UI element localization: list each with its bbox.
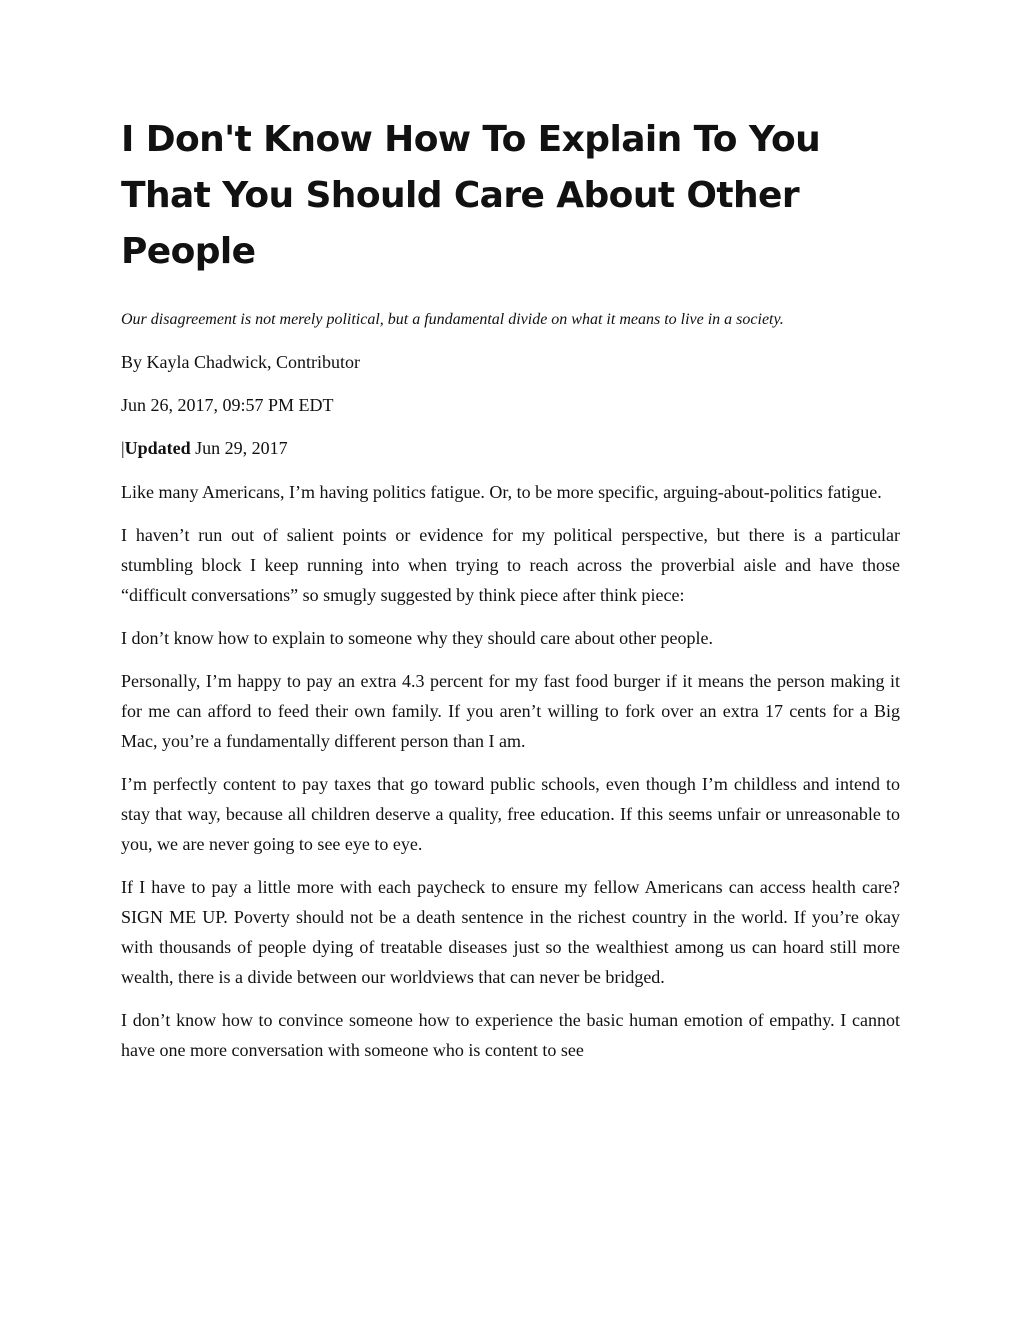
body-paragraph: Personally, I’m happy to pay an extra 4.3 percent for my fast food burger if it means the person making it for me can afford to feed their own family. If you aren’t willing to fork over an extra 17 cents for a Big Mac, you’re a fundamentally different person than I am. — [121, 671, 900, 751]
body-paragraph: I haven’t run out of salient points or evidence for my political perspective, but there is a particular stumbling block I keep running into when trying to reach across the proverbial aisle and have those “difficult conversations” so smugly suggested by think piece after think piece: — [121, 525, 900, 605]
article-byline: By Kayla Chadwick, Contributor — [121, 352, 360, 372]
body-paragraph: Like many Americans, I’m having politics fatigue. Or, to be more specific, arguing-about-politics fatigue. — [121, 482, 882, 502]
article-headline: I Don't Know How To Explain To You That You Should Care About Other People — [121, 119, 821, 272]
body-paragraph: I don’t know how to convince someone how to experience the basic human emotion of empathy. I cannot have one more conversation with someone who is content to see — [121, 1010, 900, 1060]
updated-label: Updated — [124, 438, 191, 458]
body-paragraph: If I have to pay a little more with each paycheck to ensure my fellow Americans can access health care? SIGN ME UP. Poverty should not be a death sentence in the richest country in the world. If you’re okay with thousands of people dying of treatable diseases just so the wealthiest among us can hoard still more wealth, there is a divide between our worldviews that can never be bridged. — [121, 877, 900, 987]
article-body — [121, 477, 900, 1065]
updated-separator: | — [121, 438, 125, 458]
article — [121, 112, 900, 1078]
updated-date: Jun 29, 2017 — [190, 438, 288, 458]
published-timestamp: Jun 26, 2017, 09:57 PM EDT — [121, 395, 334, 415]
body-paragraph: I’m perfectly content to pay taxes that go toward public schools, even though I’m childless and intend to stay that way, because all children deserve a quality, free education. If this seems unfair or unreasonable to you, we are never going to see eye to eye. — [121, 774, 900, 854]
body-paragraph: I don’t know how to explain to someone why they should care about other people. — [121, 628, 714, 648]
article-dek: Our disagreement is not merely political, but a fundamental divide on what it means to live in a society. — [121, 311, 784, 328]
updated-timestamp — [121, 434, 900, 462]
